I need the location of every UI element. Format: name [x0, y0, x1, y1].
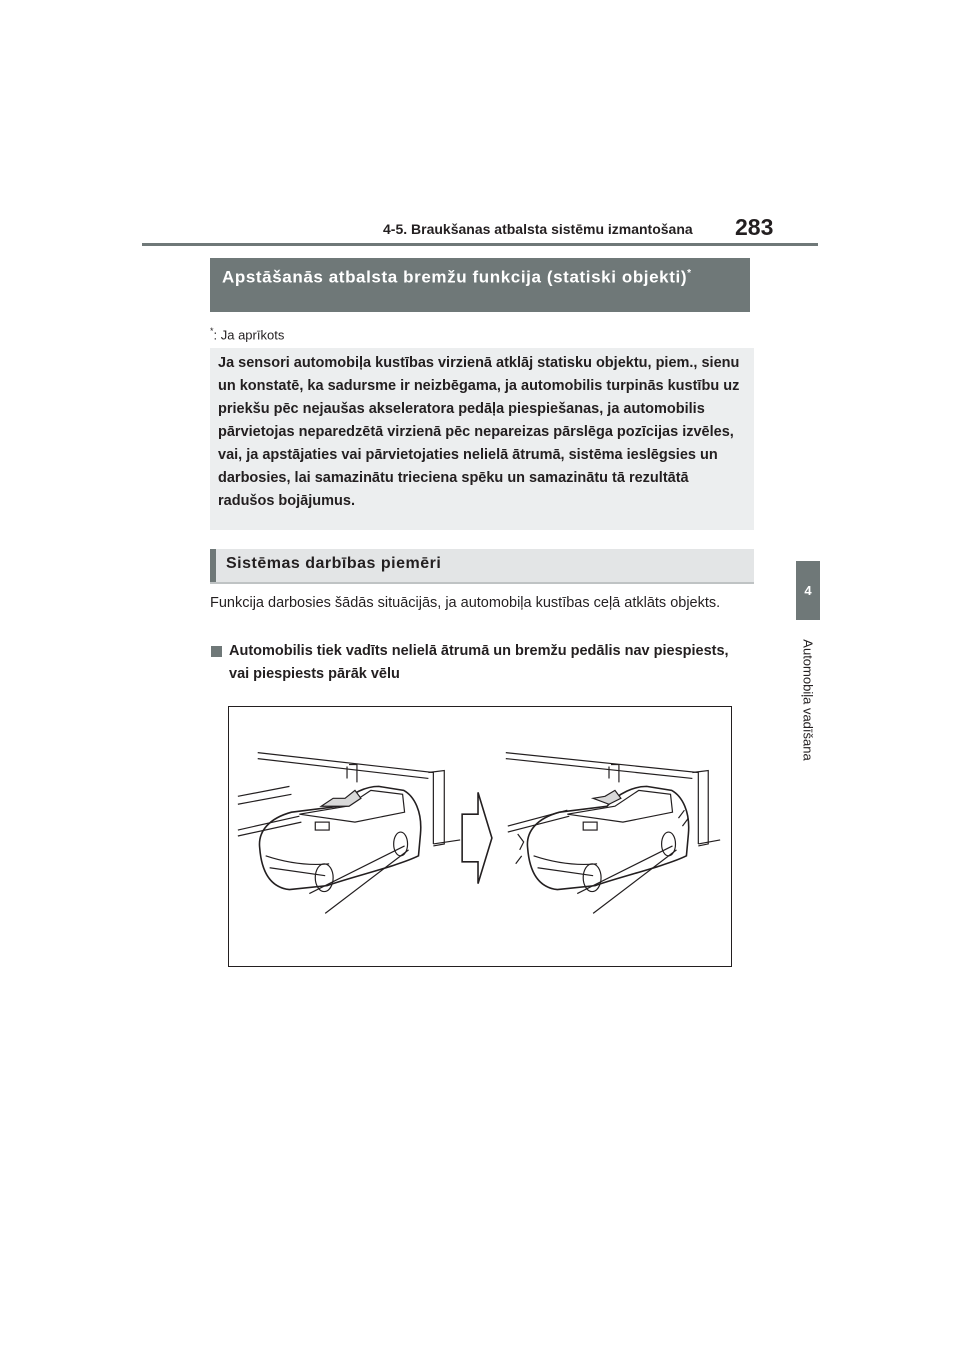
section-title: Apstāšanās atbalsta bremžu funkcija (statiski objekti) — [222, 267, 688, 287]
availability-footnote — [210, 326, 284, 342]
arrow-right-icon — [462, 792, 492, 883]
case-heading: Automobilis tiek vadīts nelielā ātrumā un bremžu pedālis nav piespiests, vai piespiests pārāk vēlu — [229, 643, 729, 682]
intro-box: Ja sensori automobiļa kustības virzienā atklāj statisku objektu, piem., sienu un konstatē, ka sadursme ir neizbēgama, ja automobilis turpinās kustību uz priekšu pēc nejaušas akseleratora pedāļa piespiešanas, ja automobilis pārvietojas neparedzētā virzienā pēc nepareizas pārslēga pozīcijas izvēles, vai, ja apstājaties vai pārvietojaties nelielā ātrumā, sistēma ieslēgsies un darbosies, lai samazinātu trieciena spēku un samazinātu tā rezultātā radušos bojājumus. — [210, 348, 754, 530]
page-number: 283 — [735, 214, 774, 240]
section-title-marker: * — [687, 268, 692, 279]
chapter-tab: 4 — [796, 561, 820, 620]
examples-heading: Sistēmas darbības piemēri — [210, 549, 754, 583]
illustration-svg — [229, 707, 731, 966]
operation-illustration — [228, 706, 732, 967]
examples-description: Funkcija darbosies šādās situācijās, ja automobiļa kustības ceļā atklāts objekts. — [210, 595, 721, 611]
car-icon-right — [516, 786, 689, 891]
footnote-marker: * — [210, 326, 214, 336]
section-title-banner — [210, 258, 750, 312]
footnote-text: : Ja aprīkots — [213, 327, 285, 343]
header-section-title: 4-5. Braukšanas atbalsta sistēmu izmantošana — [383, 221, 693, 237]
lane-right — [577, 846, 676, 913]
lane-left — [309, 846, 408, 913]
header-divider — [142, 243, 818, 246]
chapter-title: Automobiļa vadīšana — [800, 639, 816, 761]
car-icon-left — [259, 786, 420, 891]
case-bullet-icon — [211, 646, 222, 657]
examples-heading-rule — [210, 582, 754, 584]
